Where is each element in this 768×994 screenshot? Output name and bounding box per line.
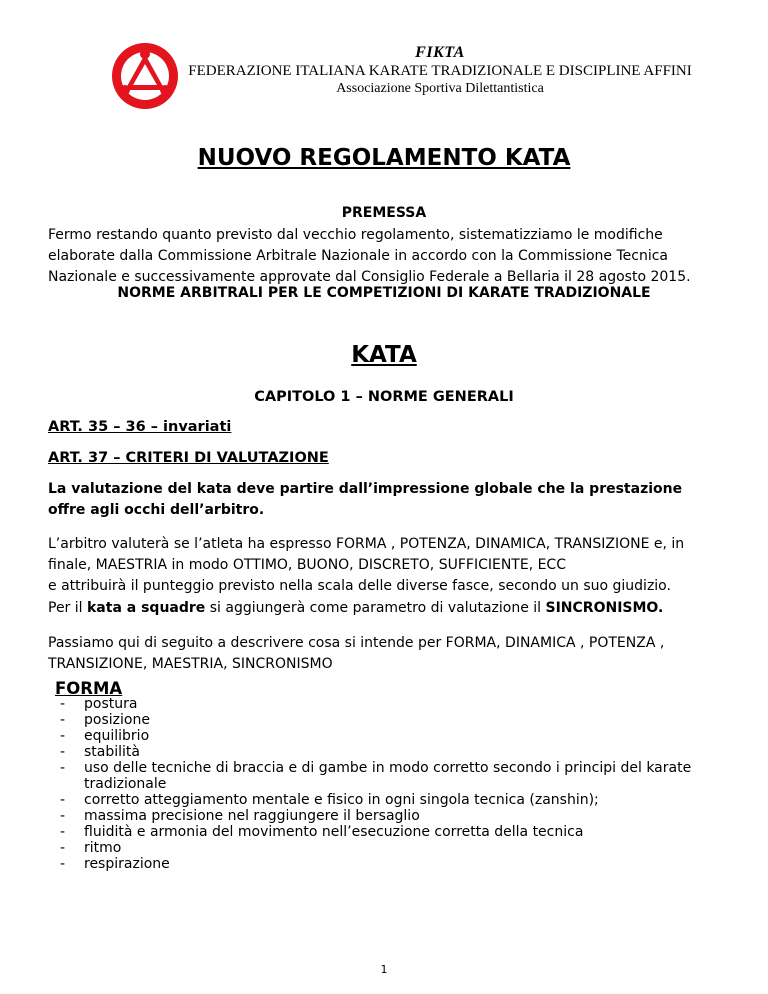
forma-heading: FORMA: [55, 679, 123, 698]
section-title-kata: KATA: [351, 342, 417, 368]
list-item-text: uso delle tecniche di braccia e di gambe in modo corretto secondo i principi del karate tradizionale: [84, 760, 692, 792]
list-dash: -: [60, 792, 66, 808]
list-dash: -: [60, 824, 66, 840]
list-item-text: equilibrio: [84, 728, 150, 744]
list-item: [48, 824, 728, 840]
list-item-text: postura: [84, 696, 138, 712]
list-item-text: respirazione: [84, 856, 170, 872]
list-item-text: ritmo: [84, 840, 122, 856]
paragraph-line: L’arbitro valuterà se l’atleta ha espresso FORMA , POTENZA, DINAMICA, TRANSIZIONE e, in: [48, 536, 685, 552]
art-37-paragraph-2: [48, 598, 728, 619]
list-item: [48, 792, 728, 808]
paragraph-line: e attribuirà il punteggio previsto nella scala delle diverse fasce, secondo un suo giudizio.: [48, 578, 671, 594]
page-number: 1: [380, 963, 388, 976]
list-dash: -: [60, 856, 66, 872]
list-dash: -: [60, 712, 66, 728]
para2-prefix: Per il: [48, 600, 87, 616]
federation-acronym: FIKTA: [415, 44, 465, 61]
premessa-line: Fermo restando quanto previsto dal vecchio regolamento, sistematizziamo le modifiche: [48, 227, 663, 243]
list-dash: -: [60, 696, 66, 712]
list-dash: -: [60, 760, 66, 776]
list-item: [48, 856, 728, 872]
list-item: [48, 808, 728, 824]
premessa-line: elaborate dalla Commissione Arbitrale Nazionale in accordo con la Commissione Tecnica: [48, 248, 669, 264]
list-item: [48, 760, 728, 792]
paragraph-line: TRANSIZIONE, MAESTRIA, SINCRONISMO: [48, 656, 333, 672]
list-item: [48, 744, 728, 760]
association-type: Associazione Sportiva Dilettantistica: [336, 81, 544, 96]
art-37-heading: ART. 37 – CRITERI DI VALUTAZIONE: [48, 450, 329, 466]
art-37-intro: [48, 479, 728, 521]
list-item: [48, 840, 728, 856]
list-item-text: massima precisione nel raggiungere il bersaglio: [84, 808, 420, 824]
list-dash: -: [60, 840, 66, 856]
list-item-text: corretto atteggiamento mentale e fisico in ogni singola tecnica (zanshin);: [84, 792, 599, 808]
list-item-text: posizione: [84, 712, 150, 728]
document-title: NUOVO REGOLAMENTO KATA: [197, 145, 571, 171]
para2-sincronismo: SINCRONISMO.: [545, 600, 664, 616]
premessa-line: Nazionale e successivamente approvate dal Consiglio Federale a Bellaria il 28 agosto 2015.: [48, 269, 691, 285]
intro-line: La valutazione del kata deve partire dall’impressione globale che la prestazione: [48, 481, 683, 497]
norme-heading: NORME ARBITRALI PER LE COMPETIZIONI DI KARATE TRADIZIONALE: [117, 285, 651, 301]
art-35-36-heading: ART. 35 – 36 – invariati: [48, 419, 232, 435]
chapter-heading: CAPITOLO 1 – NORME GENERALI: [254, 389, 514, 405]
list-dash: -: [60, 744, 66, 760]
list-item-text: fluidità e armonia del movimento nell’esecuzione corretta della tecnica: [84, 824, 584, 840]
list-dash: -: [60, 808, 66, 824]
art-37-paragraph-1: [48, 534, 728, 597]
list-dash: -: [60, 728, 66, 744]
list-item: [48, 728, 728, 744]
fikta-logo-icon: [109, 40, 181, 112]
art-37-paragraph-3: [48, 633, 728, 675]
paragraph-line: Passiamo qui di seguito a descrivere cosa si intende per FORMA, DINAMICA , POTENZA ,: [48, 635, 665, 651]
para2-kata-squadre: kata a squadre: [87, 600, 206, 616]
premessa-paragraph: [48, 225, 728, 288]
list-item: [48, 712, 728, 728]
para2-middle: si aggiungerà come parametro di valutazione il: [205, 600, 546, 616]
list-item-text: stabilità: [84, 744, 140, 760]
federation-name: FEDERAZIONE ITALIANA KARATE TRADIZIONALE E DISCIPLINE AFFINI: [188, 63, 692, 79]
list-item: [48, 696, 728, 712]
forma-list: [48, 696, 728, 872]
paragraph-line: finale, MAESTRIA in modo OTTIMO, BUONO, DISCRETO, SUFFICIENTE, ECC: [48, 557, 566, 573]
federation-header: [180, 44, 700, 97]
intro-line: offre agli occhi dell’arbitro.: [48, 502, 265, 518]
premessa-heading: PREMESSA: [341, 205, 427, 221]
